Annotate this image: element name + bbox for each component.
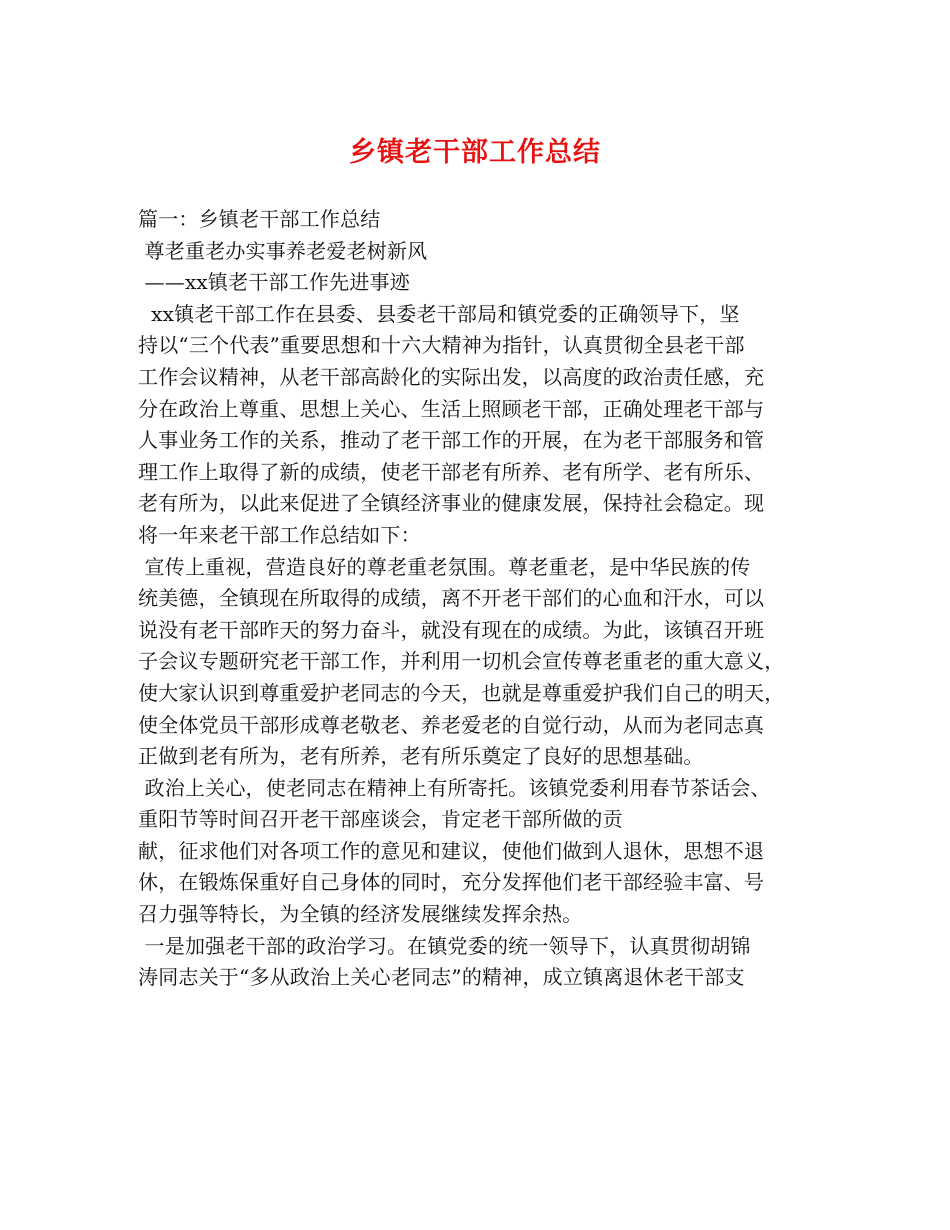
text-line: 重阳节等时间召开老干部座谈会，肯定老干部所做的贡 [138, 807, 623, 832]
text-line: 老有所为，以此来促进了全镇经济事业的健康发展，保持社会稳定。现 [138, 491, 765, 516]
text-line: 将一年来老干部工作总结如下： [138, 522, 421, 547]
text-line: 说没有老干部昨天的努力奋斗，就没有现在的成绩。为此，该镇召开班 [138, 617, 765, 642]
text-line: 使大家认识到尊重爱护老同志的今天，也就是尊重爱护我们自己的明天， [138, 680, 785, 705]
text-line: 召力强等特长，为全镇的经济发展继续发挥余热。 [138, 902, 583, 927]
text-line: 持以“三个代表”重要思想和十六大精神为指针，认真贯彻全县老干部 [138, 333, 745, 358]
text-line: 分在政治上尊重、思想上关心、生活上照顾老干部，正确处理老干部与 [138, 396, 765, 421]
text-line: 子会议专题研究老干部工作，并利用一切机会宣传尊老重老的重大意义， [138, 649, 785, 674]
text-line: xx镇老干部工作在县委、县委老干部局和镇党委的正确领导下，坚 [138, 301, 740, 326]
text-line: 宣传上重视，营造良好的尊老重老氛围。尊老重老，是中华民族的传 [138, 554, 751, 579]
text-line: 政治上关心，使老同志在精神上有所寄托。该镇党委利用春节茶话会、 [138, 775, 771, 800]
text-line: 人事业务工作的关系，推动了老干部工作的开展，在为老干部服务和管 [138, 428, 765, 453]
text-line: 献，征求他们对各项工作的意见和建议，使他们做到人退休，思想不退 [138, 838, 765, 863]
text-line: 篇一：乡镇老干部工作总结 [138, 207, 381, 231]
text-line: 尊老重老办实事养老爱老树新风 [138, 238, 428, 263]
text-line: 统美德，全镇现在所取得的成绩，离不开老干部们的心血和汗水，可以 [138, 586, 765, 611]
text-line: 休，在锻炼保重好自己身体的同时，充分发挥他们老干部经验丰富、号 [138, 870, 765, 895]
document-body [138, 204, 828, 994]
text-line: 工作会议精神，从老干部高龄化的实际出发，以高度的政治责任感，充 [138, 364, 765, 389]
text-line: 正做到老有所为，老有所养，老有所乐奠定了良好的思想基础。 [138, 744, 704, 769]
text-line: ——xx镇老干部工作先进事迹 [138, 270, 410, 295]
text-line: 理工作上取得了新的成绩，使老干部老有所养、老有所学、老有所乐、 [138, 459, 765, 484]
document-title: 乡镇老干部工作总结 [349, 137, 601, 168]
text-line: 涛同志关于“多从政治上关心老同志”的精神，成立镇离退休老干部支 [138, 965, 745, 990]
text-line: 一是加强老干部的政治学习。在镇党委的统一领导下，认真贯彻胡锦 [138, 933, 751, 958]
text-line: 使全体党员干部形成尊老敬老、养老爱老的自觉行动，从而为老同志真 [138, 712, 765, 737]
